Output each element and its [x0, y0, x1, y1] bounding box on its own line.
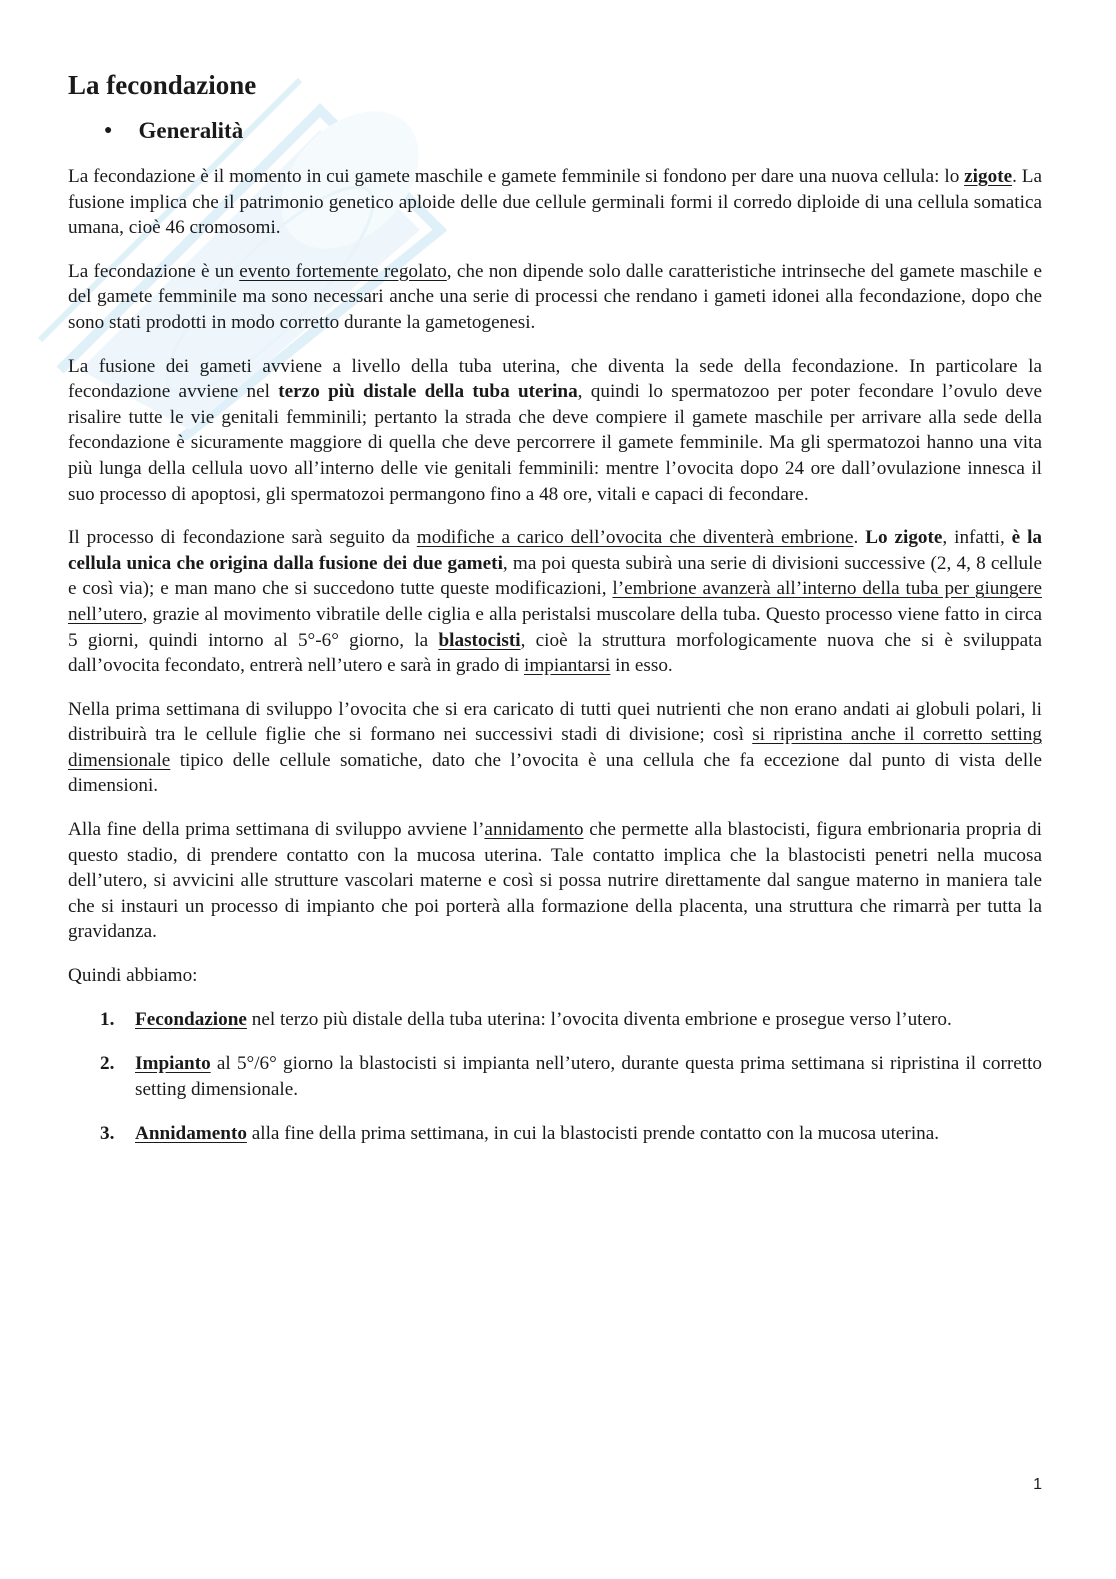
list-text: nel terzo più distale della tuba uterina: l’ovocita diventa embrione e prosegue verso l’utero.	[246, 1008, 952, 1030]
text-run: che permette alla blastocisti, figura embrionaria propria di questo stadio, di prendere contatto con la mucosa uterina. Tale contatto implica che la blastocisti penetri nella mucosa dell’utero, si avvicini alle strutture vascolari materne e così si possa nutrire direttamente dal sangue materno in maniera tale che si instauri un processo di impianto che poi porterà alla formazione della placenta, una struttura che rimarrà per tutta la gravidanza.	[68, 819, 1042, 943]
text-run: La fecondazione è un	[68, 260, 240, 282]
text-run: Il processo di fecondazione sarà seguito da	[68, 527, 417, 549]
section-heading	[104, 118, 1042, 144]
bullet-icon: ●	[104, 123, 113, 138]
section-title: Generalità	[138, 118, 244, 143]
document-body	[68, 62, 1042, 1166]
emphasis-text: Lo zigote	[865, 527, 943, 549]
list-number: 2.	[100, 1053, 115, 1075]
text-run: , che non dipende solo dalle caratteristiche intrinseche del gamete maschile e del gamete femminile ma sono necessari anche una serie di processi che rendano i gameti idonei alla fecondazione, dopo che sono stati prodotti in modo corretto durante la gametogenesi.	[68, 260, 1042, 333]
text-run: Nella prima settimana di sviluppo l’ovocita che si era caricato di tutti quei nutrienti che non erano andati ai globuli polari, li distribuirà tra le cellule figlie che si formano nei successivi stadi di divisione; così	[68, 698, 1042, 746]
text-run: , cioè la struttura morfologicamente nuova che si è sviluppata dall’ovocita fecondato, entrerà nell’utero e sarà in grado di	[68, 629, 1043, 677]
paragraph-3	[68, 354, 1042, 508]
list-number: 1.	[100, 1008, 115, 1030]
text-run: in esso.	[610, 655, 673, 677]
emphasis-text: modifiche a carico dell’ovocita che diventerà embrione	[416, 527, 854, 549]
text-run: , infatti,	[942, 527, 1012, 549]
text-run: , quindi lo spermatozoo per poter fecondare l’ovulo deve risalire tutte le vie genitali femminili; pertanto la strada che deve compiere il gamete maschile per arrivare alla sede della fecondazione è sicuramente maggiore di quella che deve percorrere il gamete femminile. Ma gli spermatozoi hanno una vita più lunga della cellula uovo all’interno delle vie genitali femminili: mentre l’ovocita dopo 24 ore dall’ovulazione innesca il suo processo di apoptosi, gli spermatozoi permangono fino a 48 ore, vitali e capaci di fecondare.	[68, 381, 1042, 505]
list-number: 3.	[100, 1123, 115, 1145]
list-item	[100, 1051, 1042, 1102]
text-run: , ma poi questa subirà una serie di divisioni successive (2, 4, 8 cellule e così via); e man mano che si succedono tutte queste modificazioni,	[68, 552, 1042, 600]
text-run: .	[853, 527, 866, 549]
list-term: Annidamento	[135, 1123, 247, 1145]
text-run: Alla fine della prima settimana di sviluppo avviene l’	[68, 819, 485, 841]
paragraph-6	[68, 817, 1042, 945]
page-number: 1	[1033, 1476, 1042, 1493]
paragraph-2	[68, 259, 1042, 336]
text-run: tipico delle cellule somatiche, dato che l’ovocita è una cellula che fa eccezione dal punto di vista delle dimensioni.	[68, 749, 1042, 797]
list-text: alla fine della prima settimana, in cui la blastocisti prende contatto con la mucosa uterina.	[246, 1123, 940, 1145]
emphasis-text: l’embrione avanzerà all’interno della tuba per giungere nell’utero	[68, 578, 1042, 625]
emphasis-text: evento fortemente regolato	[239, 260, 447, 282]
emphasis-text: terzo più distale della tuba uterina	[278, 381, 578, 403]
list-term: Fecondazione	[135, 1008, 247, 1030]
list-item	[100, 1007, 1042, 1033]
list-text: al 5°/6° giorno la blastocisti si impianta nell’utero, durante questa prima settimana si ripristina il corretto setting dimensionale.	[135, 1053, 1042, 1100]
summary-list	[68, 1007, 1042, 1147]
emphasis-text: blastocisti	[438, 629, 521, 651]
list-item	[100, 1121, 1042, 1147]
emphasis-text: si ripristina anche il corretto setting dimensionale	[68, 724, 1042, 771]
paragraph-1	[68, 164, 1042, 241]
emphasis-text: impiantarsi	[524, 655, 611, 677]
paragraph-5	[68, 697, 1042, 799]
text-run: La fusione dei gameti avviene a livello della tuba uterina, che diventa la sede della fecondazione. In particolare la fecondazione avviene nel	[68, 355, 1042, 403]
emphasis-text: annidamento	[484, 819, 584, 841]
text-run: La fecondazione è il momento in cui gamete maschile e gamete femminile si fondono per dare una nuova cellula: lo	[68, 166, 965, 187]
emphasis-text: è la cellula unica che origina dalla fusione dei due gameti	[68, 527, 1042, 574]
emphasis-text: zigote	[964, 166, 1013, 187]
paragraph-4	[68, 525, 1042, 679]
page-title: La fecondazione	[68, 70, 257, 100]
list-term: Impianto	[135, 1053, 211, 1075]
text-run: . La fusione implica che il patrimonio genetico aploide delle due cellule germinali formi il corredo diploide di una cellula somatica umana, cioè 46 cromosomi.	[68, 166, 1042, 239]
text-run: , grazie al movimento vibratile delle ciglia e alla peristalsi muscolare della tuba. Questo processo viene fatto in circa 5 giorni, quindi intorno al 5°-6° giorno, la	[68, 603, 1042, 651]
paragraph-7: Quindi abbiamo:	[68, 965, 198, 987]
